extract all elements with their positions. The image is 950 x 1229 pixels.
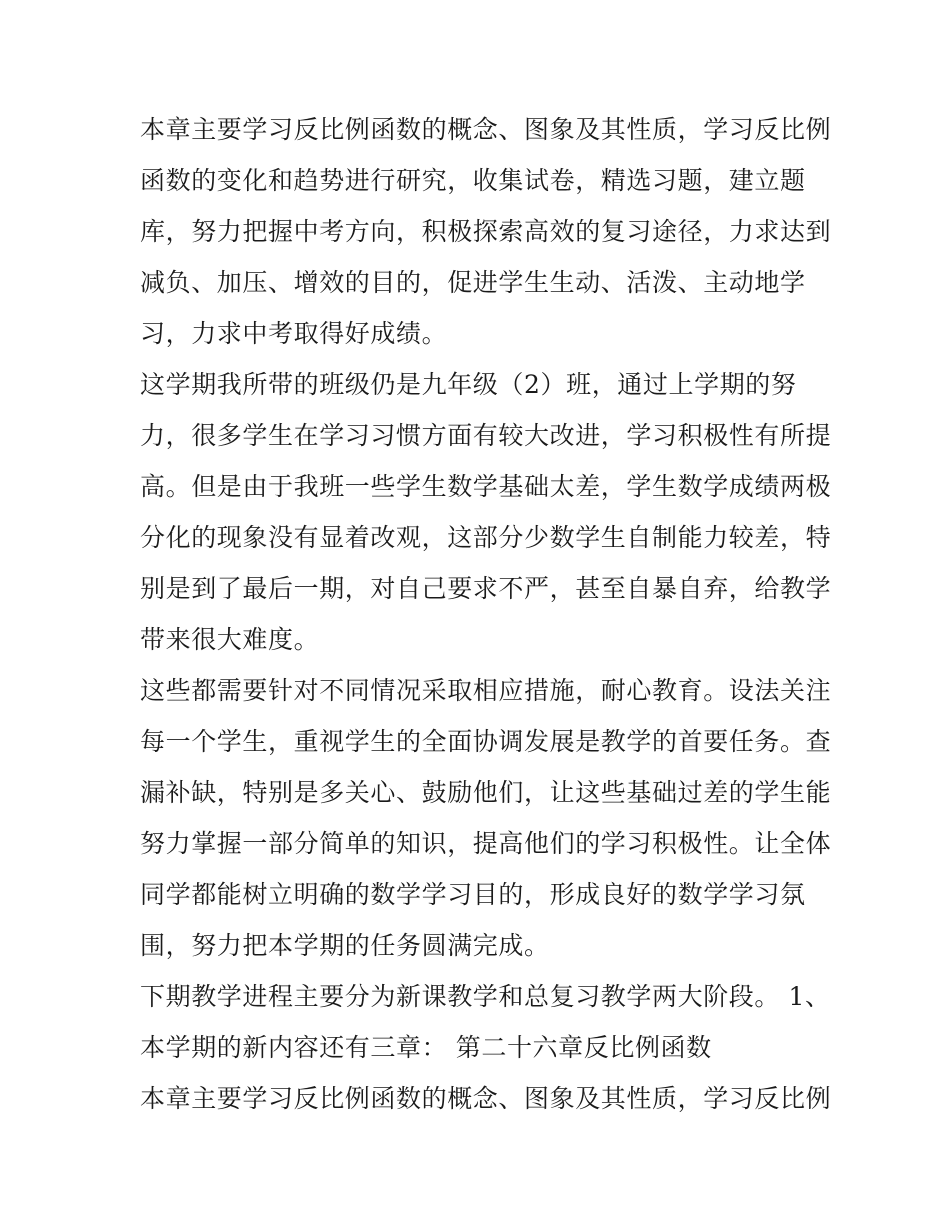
text-line: 分化的现象没有显着改观，这部分少数学生自制能力较差，特 — [140, 523, 832, 552]
text-line: 本学期的新内容还有三章： 第二十六章反比例函数 — [140, 1033, 712, 1062]
text-line: 函数的变化和趋势进行研究，收集试卷，精选习题，建立题 — [140, 166, 806, 195]
text-line: 习，力求中考取得好成绩。 — [140, 319, 448, 348]
text-line: 库，努力把握中考方向，积极探索高效的复习途径，力求达到 — [140, 217, 832, 246]
text-line: 力，很多学生在学习习惯方面有较大改进，学习积极性有所提 — [140, 421, 832, 450]
text-line: 带来很大难度。 — [140, 625, 320, 654]
text-line: 围，努力把本学期的任务圆满完成。 — [140, 931, 550, 960]
text-line: 漏补缺，特别是多关心、鼓励他们，让这些基础过差的学生能 — [140, 778, 832, 807]
text-line: 同学都能树立明确的数学学习目的，形成良好的数学学习氛 — [140, 880, 806, 909]
text-line: 下期教学进程主要分为新课教学和总复习教学两大阶段。 1、 — [140, 982, 831, 1011]
text-line: 高。但是由于我班一些学生数学基础太差，学生数学成绩两极 — [140, 472, 832, 501]
text-line: 本章主要学习反比例函数的概念、图象及其性质，学习反比例 — [140, 1084, 832, 1113]
text-line: 别是到了最后一期，对自己要求不严，甚至自暴自弃，给教学 — [140, 574, 832, 603]
text-line: 这学期我所带的班级仍是九年级（2）班，通过上学期的努 — [140, 370, 797, 399]
text-line: 本章主要学习反比例函数的概念、图象及其性质，学习反比例 — [140, 115, 832, 144]
text-line: 努力掌握一部分简单的知识，提高他们的学习积极性。让全体 — [140, 829, 832, 858]
text-line: 每一个学生，重视学生的全面协调发展是教学的首要任务。查 — [140, 727, 832, 756]
text-line: 这些都需要针对不同情况采取相应措施，耐心教育。设法关注 — [140, 676, 832, 705]
text-line: 减负、加压、增效的目的，促进学生生动、活泼、主动地学 — [140, 268, 806, 297]
document-body — [140, 104, 832, 1124]
